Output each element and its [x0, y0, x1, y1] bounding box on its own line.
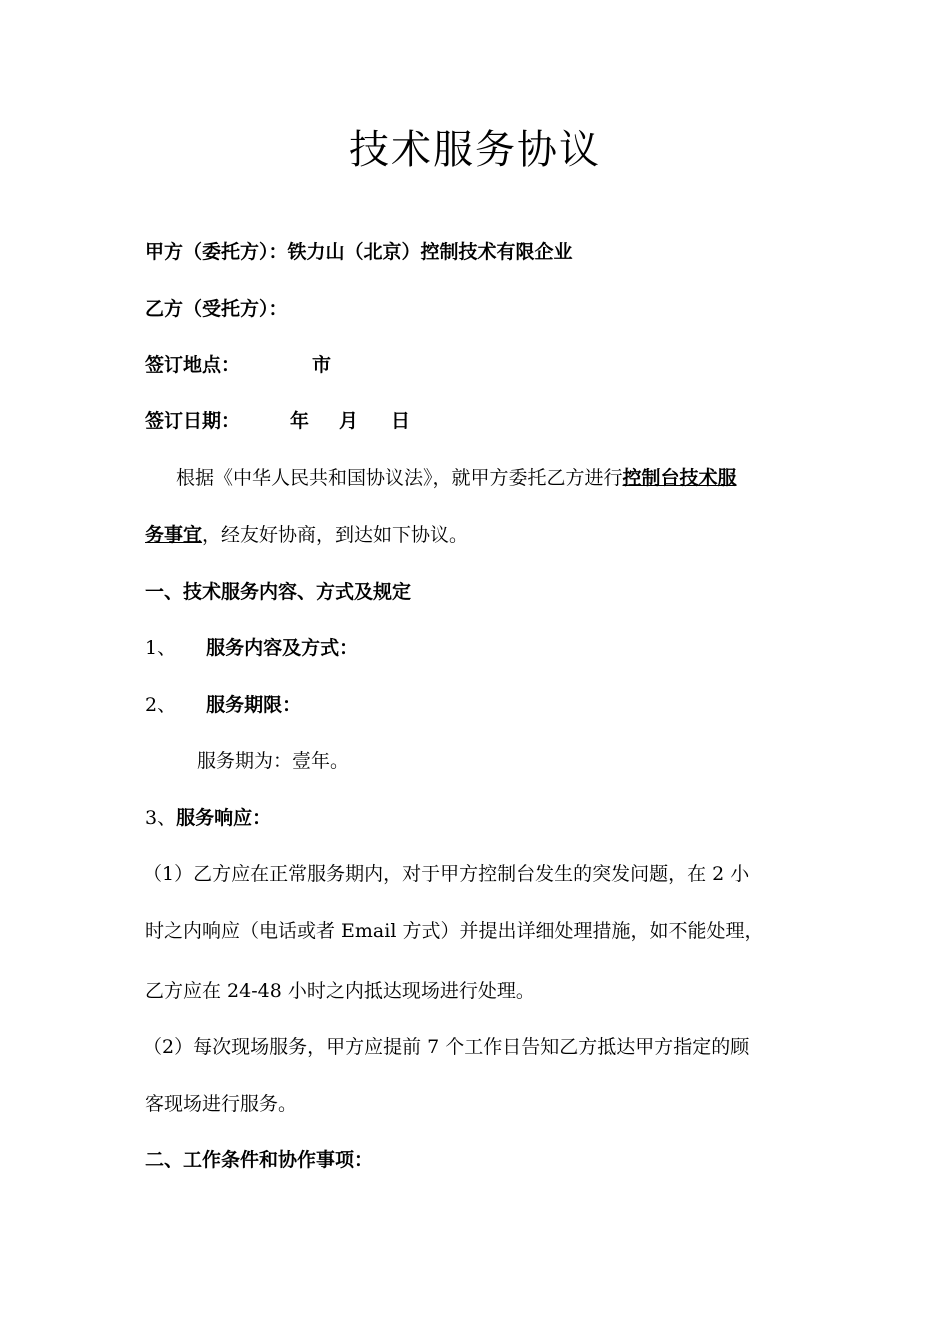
party-a-line — [145, 238, 573, 266]
item-1-number: 1、 — [145, 637, 177, 659]
item-1-text: 服务内容及方式： — [206, 637, 359, 659]
page-title: 技术服务协议 — [349, 127, 601, 173]
sign-date-line — [145, 407, 410, 435]
response-clause-1-line-3: 乙方应在 24-48 小时之内抵达现场进行处理。 — [145, 980, 535, 1002]
item-3-text: 服务响应： — [176, 807, 272, 829]
party-a-label: 甲方（委托方）： — [145, 241, 288, 263]
sign-place-city: 市 — [312, 354, 332, 376]
response-clause-1-line-1: （1）乙方应在正常服务期内，对于甲方控制台发生的突发问题，在 2 小 — [143, 863, 750, 885]
service-term: 服务期为：壹年。 — [197, 750, 350, 772]
section1-item-2 — [145, 691, 301, 719]
intro-line-2 — [145, 521, 468, 549]
intro-pre: 根据《中华人民共和国协议法》，就甲方委托乙方进行 — [176, 467, 623, 489]
party-b-line — [145, 295, 288, 323]
section1-heading: 一、技术服务内容、方式及规定 — [145, 581, 412, 603]
response-clause-1-line-2: 时之内响应（电话或者 Email 方式）并提出详细处理措施，如不能处理， — [145, 920, 764, 942]
section1-item-3 — [145, 804, 271, 832]
sign-place-line — [145, 351, 331, 379]
intro-underlined-2: 务事宜 — [145, 524, 203, 546]
sign-date-month: 月 — [339, 410, 359, 432]
sign-date-label: 签订日期： — [145, 410, 241, 432]
response-clause-2-line-2: 客现场进行服务。 — [145, 1093, 298, 1115]
party-a-value: 铁力山（北京）控制技术有限企业 — [287, 241, 573, 263]
party-b-label: 乙方（受托方）： — [145, 298, 288, 320]
intro-underlined-1: 控制台技术服 — [622, 467, 737, 489]
intro-post: ，经友好协商，到达如下协议。 — [202, 524, 469, 546]
item-2-text: 服务期限： — [206, 694, 302, 716]
item-3-number: 3、 — [145, 807, 177, 829]
section2-heading: 二、工作条件和协作事项： — [145, 1149, 374, 1171]
intro-line-1 — [176, 464, 737, 492]
section1-item-1 — [145, 634, 358, 662]
sign-date-day: 日 — [391, 410, 411, 432]
sign-date-year: 年 — [290, 410, 310, 432]
response-clause-2-line-1: （2）每次现场服务，甲方应提前 7 个工作日告知乙方抵达甲方指定的顾 — [143, 1036, 750, 1058]
item-2-number: 2、 — [145, 694, 177, 716]
sign-place-label: 签订地点： — [145, 354, 241, 376]
